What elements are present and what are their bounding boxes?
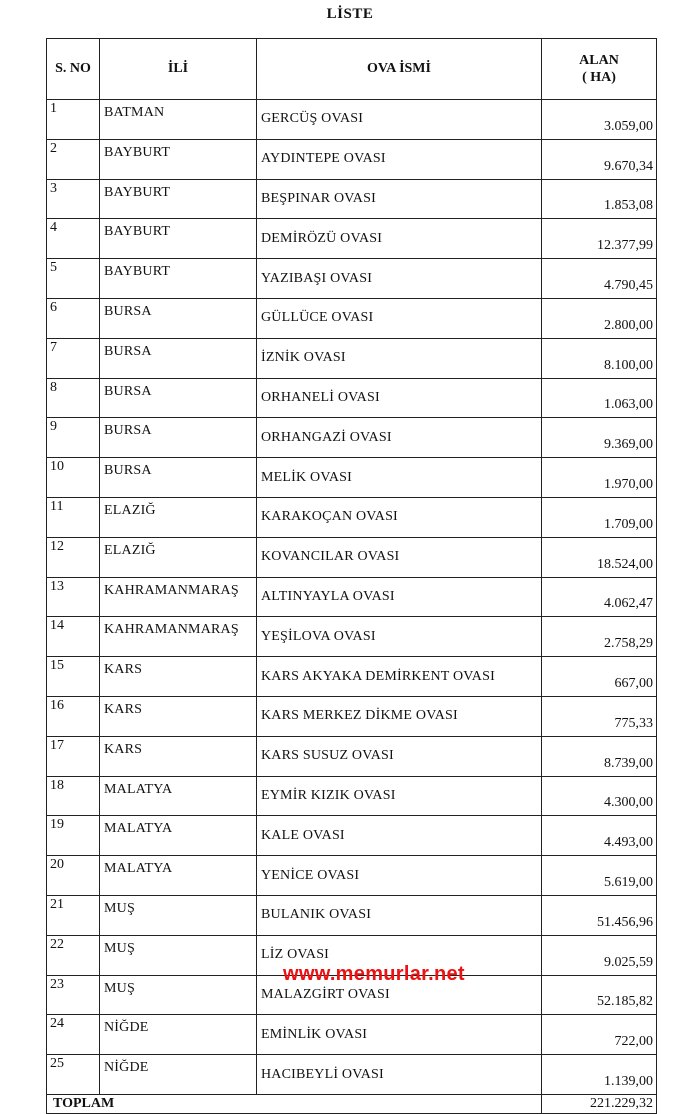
- row-area-cell: 51.456,96: [542, 895, 657, 935]
- row-number-cell: 25: [47, 1055, 100, 1095]
- row-plain-name-cell: ORHANELİ OVASI: [257, 378, 542, 418]
- header-il: İLİ: [100, 39, 257, 100]
- row-province-cell: BURSA: [100, 298, 257, 338]
- row-area-cell: 9.369,00: [542, 418, 657, 458]
- table-row: [47, 100, 657, 140]
- row-plain-name-cell: KALE OVASI: [257, 816, 542, 856]
- table-row: [47, 537, 657, 577]
- row-province-cell: MALATYA: [100, 816, 257, 856]
- table-row: [47, 458, 657, 498]
- row-province-cell: BURSA: [100, 338, 257, 378]
- row-plain-name-cell: KOVANCILAR OVASI: [257, 537, 542, 577]
- row-area-cell: 1.709,00: [542, 497, 657, 537]
- row-province-cell: BAYBURT: [100, 219, 257, 259]
- row-plain-name-cell: GERCÜŞ OVASI: [257, 100, 542, 140]
- row-area-cell: 667,00: [542, 657, 657, 697]
- row-number-cell: 20: [47, 856, 100, 896]
- row-area-cell: 3.059,00: [542, 100, 657, 140]
- row-number-cell: 18: [47, 776, 100, 816]
- row-area-cell: 722,00: [542, 1015, 657, 1055]
- row-number-cell: 19: [47, 816, 100, 856]
- row-area-cell: 9.025,59: [542, 935, 657, 975]
- row-plain-name-cell: ALTINYAYLA OVASI: [257, 577, 542, 617]
- header-alan: [542, 39, 657, 100]
- row-province-cell: KAHRAMANMARAŞ: [100, 617, 257, 657]
- row-area-cell: 4.790,45: [542, 259, 657, 299]
- row-province-cell: BAYBURT: [100, 179, 257, 219]
- row-area-cell: 1.853,08: [542, 179, 657, 219]
- row-plain-name-cell: GÜLLÜCE OVASI: [257, 298, 542, 338]
- header-alan-line2: ( HA): [582, 70, 616, 85]
- row-area-cell: 4.493,00: [542, 816, 657, 856]
- row-area-cell: 4.062,47: [542, 577, 657, 617]
- row-number-cell: 3: [47, 179, 100, 219]
- row-number-cell: 22: [47, 935, 100, 975]
- row-number-cell: 14: [47, 617, 100, 657]
- table-row: [47, 577, 657, 617]
- table-row: [47, 696, 657, 736]
- table-row: [47, 1015, 657, 1055]
- row-plain-name-cell: YAZIBAŞI OVASI: [257, 259, 542, 299]
- row-area-cell: 2.758,29: [542, 617, 657, 657]
- row-number-cell: 4: [47, 219, 100, 259]
- row-province-cell: KAHRAMANMARAŞ: [100, 577, 257, 617]
- row-province-cell: BURSA: [100, 458, 257, 498]
- row-number-cell: 7: [47, 338, 100, 378]
- row-plain-name-cell: YEŞİLOVA OVASI: [257, 617, 542, 657]
- plains-table: [46, 38, 657, 1114]
- row-number-cell: 2: [47, 139, 100, 179]
- total-row: [47, 1094, 657, 1113]
- row-plain-name-cell: MELİK OVASI: [257, 458, 542, 498]
- row-number-cell: 17: [47, 736, 100, 776]
- row-number-cell: 15: [47, 657, 100, 697]
- row-number-cell: 8: [47, 378, 100, 418]
- row-province-cell: BURSA: [100, 378, 257, 418]
- table-row: [47, 259, 657, 299]
- row-number-cell: 9: [47, 418, 100, 458]
- row-area-cell: 5.619,00: [542, 856, 657, 896]
- table-row: [47, 298, 657, 338]
- row-number-cell: 1: [47, 100, 100, 140]
- header-alan-line1: ALAN: [579, 53, 619, 68]
- row-plain-name-cell: YENİCE OVASI: [257, 856, 542, 896]
- table-row: [47, 219, 657, 259]
- row-area-cell: 12.377,99: [542, 219, 657, 259]
- row-province-cell: BAYBURT: [100, 259, 257, 299]
- row-province-cell: MUŞ: [100, 935, 257, 975]
- row-area-cell: 9.670,34: [542, 139, 657, 179]
- table-row: [47, 497, 657, 537]
- header-ova: OVA İSMİ: [257, 39, 542, 100]
- row-plain-name-cell: AYDINTEPE OVASI: [257, 139, 542, 179]
- watermark-text: www.memurlar.net: [283, 963, 465, 985]
- document-title: LİSTE: [326, 6, 374, 22]
- row-area-cell: 18.524,00: [542, 537, 657, 577]
- row-province-cell: MALATYA: [100, 776, 257, 816]
- row-plain-name-cell: HACIBEYLİ OVASI: [257, 1055, 542, 1095]
- row-area-cell: 2.800,00: [542, 298, 657, 338]
- row-province-cell: KARS: [100, 696, 257, 736]
- row-plain-name-cell: BEŞPINAR OVASI: [257, 179, 542, 219]
- row-province-cell: ELAZIĞ: [100, 537, 257, 577]
- table-row: [47, 856, 657, 896]
- table-row: [47, 418, 657, 458]
- row-province-cell: BURSA: [100, 418, 257, 458]
- row-number-cell: 21: [47, 895, 100, 935]
- row-number-cell: 16: [47, 696, 100, 736]
- table-row: [47, 895, 657, 935]
- table-body: [47, 100, 657, 1095]
- table-row: [47, 776, 657, 816]
- row-number-cell: 23: [47, 975, 100, 1015]
- row-plain-name-cell: MALAZGİRT OVASI: [257, 975, 542, 1015]
- row-plain-name-cell: BULANIK OVASI: [257, 895, 542, 935]
- row-province-cell: BAYBURT: [100, 139, 257, 179]
- row-area-cell: 8.100,00: [542, 338, 657, 378]
- row-plain-name-cell: EMİNLİK OVASI: [257, 1015, 542, 1055]
- table-row: [47, 1055, 657, 1095]
- row-province-cell: KARS: [100, 657, 257, 697]
- row-number-cell: 12: [47, 537, 100, 577]
- row-province-cell: KARS: [100, 736, 257, 776]
- row-number-cell: 6: [47, 298, 100, 338]
- table-row: [47, 816, 657, 856]
- row-plain-name-cell: KARS SUSUZ OVASI: [257, 736, 542, 776]
- table-row: [47, 736, 657, 776]
- row-plain-name-cell: EYMİR KIZIK OVASI: [257, 776, 542, 816]
- row-province-cell: ELAZIĞ: [100, 497, 257, 537]
- table-row: [47, 378, 657, 418]
- row-plain-name-cell: KARAKOÇAN OVASI: [257, 497, 542, 537]
- row-plain-name-cell: DEMİRÖZÜ OVASI: [257, 219, 542, 259]
- table-header-row: [47, 39, 657, 100]
- total-label: TOPLAM: [47, 1094, 542, 1113]
- row-province-cell: MUŞ: [100, 895, 257, 935]
- row-province-cell: MALATYA: [100, 856, 257, 896]
- row-plain-name-cell: ORHANGAZİ OVASI: [257, 418, 542, 458]
- row-number-cell: 10: [47, 458, 100, 498]
- row-province-cell: BATMAN: [100, 100, 257, 140]
- row-province-cell: NİĞDE: [100, 1055, 257, 1095]
- row-plain-name-cell: KARS MERKEZ DİKME OVASI: [257, 696, 542, 736]
- row-area-cell: 1.063,00: [542, 378, 657, 418]
- row-plain-name-cell: İZNİK OVASI: [257, 338, 542, 378]
- row-province-cell: NİĞDE: [100, 1015, 257, 1055]
- table-row: [47, 617, 657, 657]
- row-plain-name-cell: LİZ OVASI: [257, 935, 542, 975]
- row-area-cell: 4.300,00: [542, 776, 657, 816]
- row-plain-name-cell: KARS AKYAKA DEMİRKENT OVASI: [257, 657, 542, 697]
- header-no: S. NO: [47, 39, 100, 100]
- row-number-cell: 11: [47, 497, 100, 537]
- table-row: [47, 139, 657, 179]
- row-number-cell: 13: [47, 577, 100, 617]
- row-number-cell: 24: [47, 1015, 100, 1055]
- row-area-cell: 1.139,00: [542, 1055, 657, 1095]
- row-area-cell: 1.970,00: [542, 458, 657, 498]
- row-number-cell: 5: [47, 259, 100, 299]
- row-area-cell: 775,33: [542, 696, 657, 736]
- row-area-cell: 8.739,00: [542, 736, 657, 776]
- total-value: 221.229,32: [542, 1094, 657, 1113]
- table-row: [47, 338, 657, 378]
- row-province-cell: MUŞ: [100, 975, 257, 1015]
- table-row: [47, 179, 657, 219]
- table-row: [47, 657, 657, 697]
- row-area-cell: 52.185,82: [542, 975, 657, 1015]
